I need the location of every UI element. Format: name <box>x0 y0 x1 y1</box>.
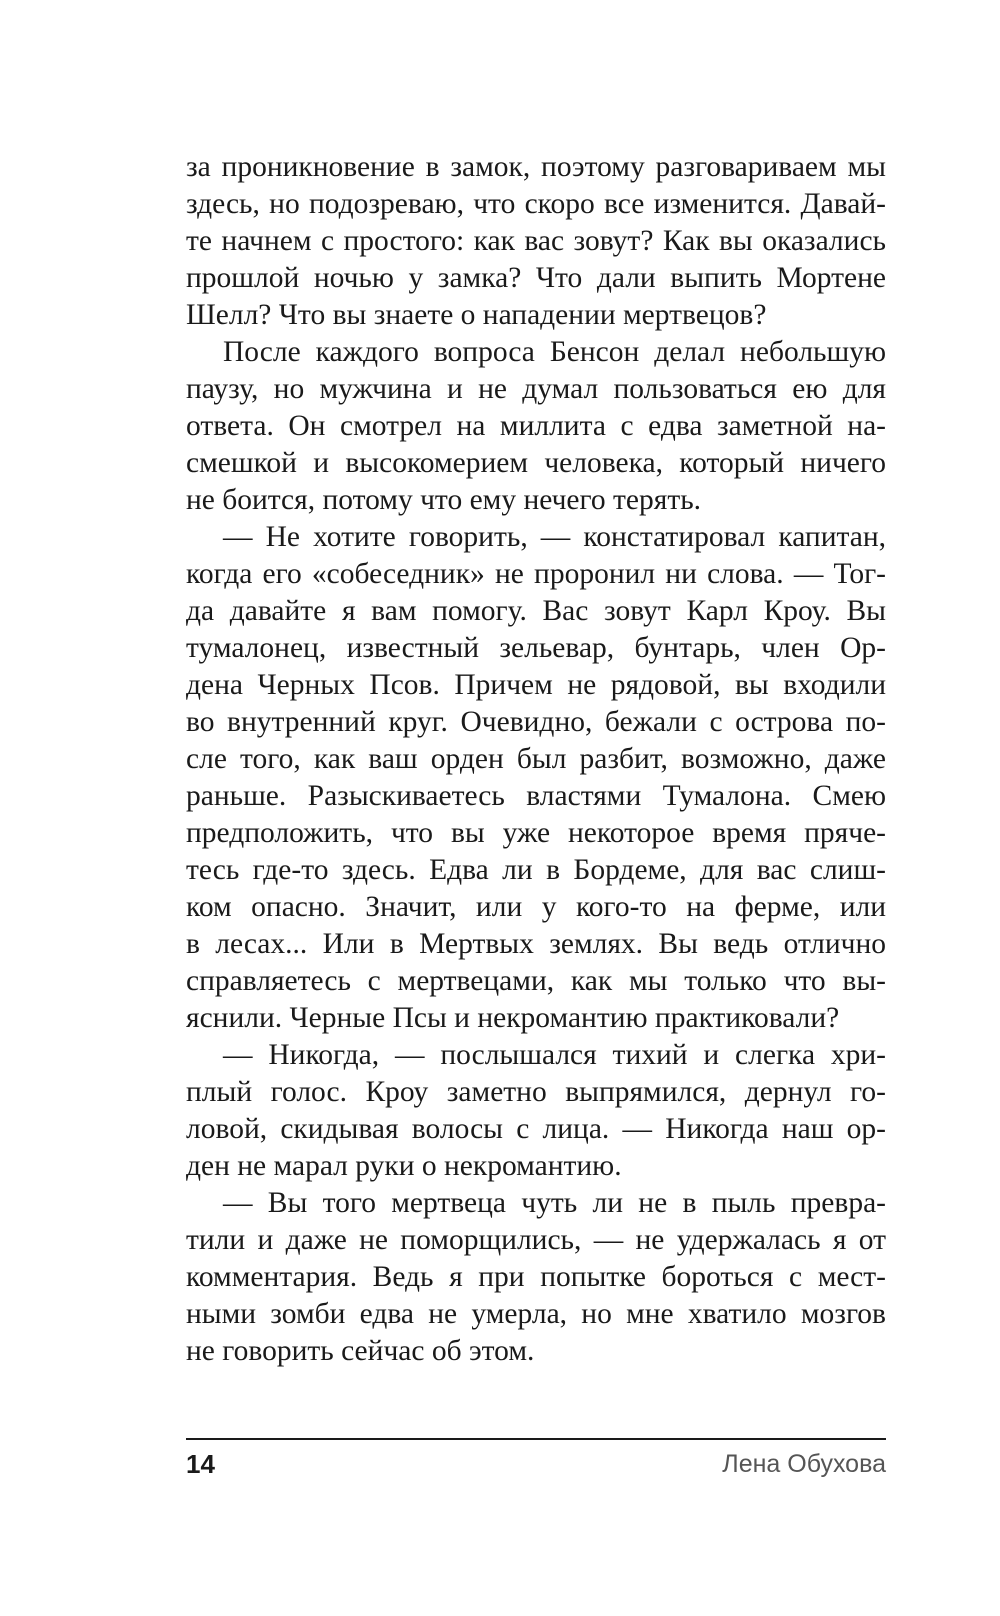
page-number: 14 <box>186 1449 215 1479</box>
text-line: да давайте я вам помогу. Вас зовут Карл Кроу. Вы <box>186 595 886 627</box>
text-line: когда его «собеседник» не проронил ни слова. — Тог- <box>186 558 886 590</box>
text-line: раньше. Разыскиваетесь властями Тумалона. Смею <box>186 780 886 812</box>
text-line: не боится, потому что ему нечего терять. <box>186 484 702 516</box>
text-line: во внутренний круг. Очевидно, бежали с острова по- <box>186 706 886 738</box>
text-line: — Вы того мертвеца чуть ли не в пыль превра- <box>223 1187 886 1219</box>
text-line: прошлой ночью у замка? Что дали выпить Мортене <box>186 262 886 294</box>
text-line: Шелл? Что вы знаете о нападении мертвецов? <box>186 299 767 331</box>
text-line: ответа. Он смотрел на миллита с едва заметной на- <box>186 410 886 442</box>
text-line: комментария. Ведь я при попытке бороться с мест- <box>186 1261 886 1293</box>
running-footer-author: Лена Обухова <box>722 1450 886 1478</box>
text-line: ден не марал руки о некромантию. <box>186 1150 622 1182</box>
text-line: — Никогда, — послышался тихий и слегка хри- <box>223 1039 886 1071</box>
text-line: в лесах... Или в Мертвых землях. Вы ведь отлично <box>186 928 886 960</box>
body-text <box>186 149 886 1370</box>
text-line: паузу, но мужчина и не думал пользоваться ею для <box>186 373 886 405</box>
text-line: за проникновение в замок, поэтому разговариваем мы <box>186 151 886 183</box>
text-line: справляетесь с мертвецами, как мы только что вы- <box>186 965 886 997</box>
text-line: смешкой и высокомерием человека, который ничего <box>186 447 886 479</box>
text-line: дена Черных Псов. Причем не рядовой, вы входили <box>186 669 886 701</box>
footer-divider <box>186 1438 886 1440</box>
text-line: сле того, как ваш орден был разбит, возможно, даже <box>186 743 886 775</box>
text-line: ловой, скидывая волосы с лица. — Никогда наш ор- <box>186 1113 886 1145</box>
text-line: предположить, что вы уже некоторое время пряче- <box>186 817 886 849</box>
text-line: После каждого вопроса Бенсон делал небольшую <box>223 336 886 368</box>
text-line: ными зомби едва не умерла, но мне хватило мозгов <box>186 1298 886 1330</box>
text-line: те начнем с простого: как вас зовут? Как вы оказались <box>186 225 886 257</box>
text-line: не говорить сейчас об этом. <box>186 1335 535 1367</box>
text-line: тумалонец, известный зельевар, бунтарь, член Ор- <box>186 632 886 664</box>
text-line: здесь, но подозреваю, что скоро все изменится. Давай- <box>186 188 886 220</box>
text-line: плый голос. Кроу заметно выпрямился, дернул го- <box>186 1076 886 1108</box>
text-line: тесь где-то здесь. Едва ли в Бордеме, для вас слиш- <box>186 854 886 886</box>
text-line: тили и даже не поморщились, — не удержалась я от <box>186 1224 886 1256</box>
text-line: — Не хотите говорить, — констатировал капитан, <box>223 521 886 553</box>
text-line: яснили. Черные Псы и некромантию практиковали? <box>186 1002 840 1034</box>
text-line: ком опасно. Значит, или у кого-то на ферме, или <box>186 891 886 923</box>
